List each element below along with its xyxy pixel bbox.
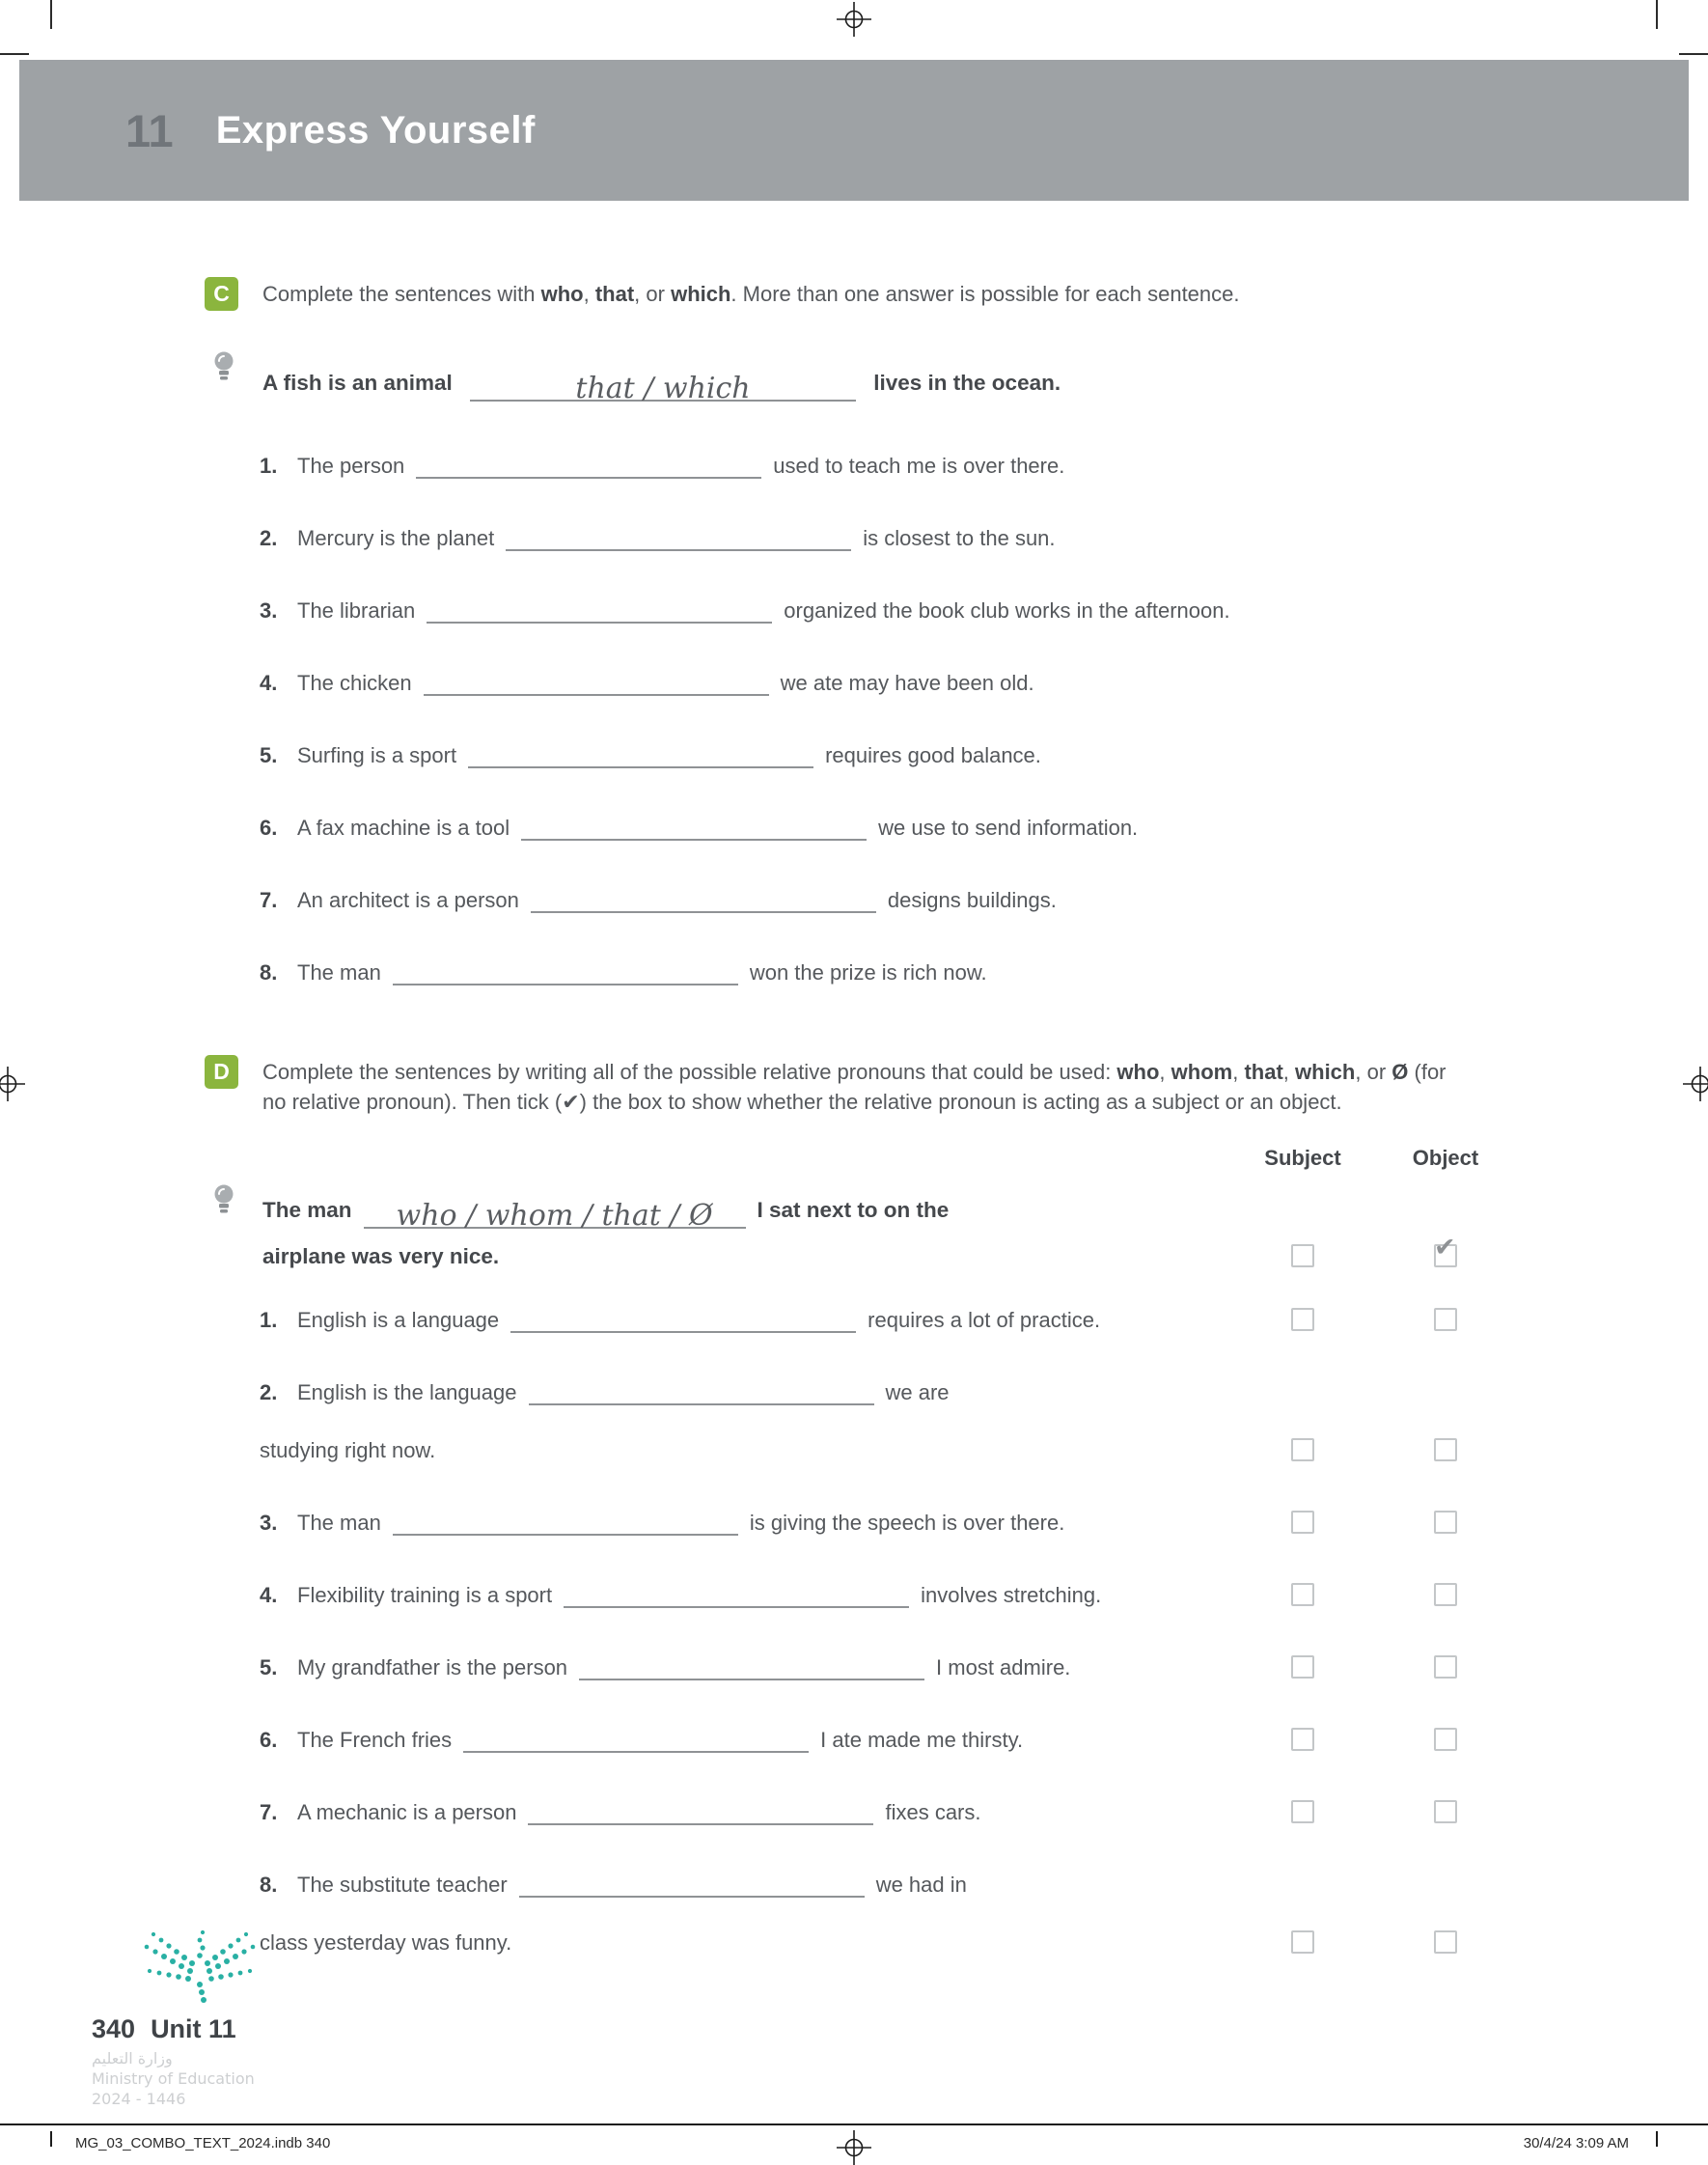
item-text-pre: English is the language (297, 1380, 517, 1404)
exercise-c-example (0, 359, 1708, 411)
item-number: 4. (260, 1583, 278, 1607)
subject-checkbox[interactable] (1291, 1511, 1314, 1534)
tick-mark: ✔ (1434, 1233, 1456, 1262)
answer-blank[interactable] (393, 955, 738, 985)
item-text-post: organized the book club works in the afternoon. (784, 598, 1230, 623)
object-checkbox[interactable] (1434, 1438, 1457, 1461)
answer-blank[interactable] (506, 520, 851, 551)
example-line1 (262, 1186, 1244, 1233)
exercise-d-items (0, 1302, 1708, 1957)
column-headers (0, 1146, 1708, 1171)
unit-number: 11 (125, 104, 174, 156)
answer-blank[interactable] (424, 665, 769, 696)
exercise-c-items (0, 448, 1708, 987)
item-number: 2. (260, 1380, 278, 1404)
exercise-d-instruction: Complete the sentences by writing all of the possible relative pronouns that could be used: who, whom, that, which, or Ø (for no relative pronoun). Then tick (✔) the box to show whether the relative pronoun is acting as a subject or an object. (262, 1060, 1446, 1114)
item-number: 6. (260, 816, 278, 840)
item-text-pre: Mercury is the planet (297, 526, 495, 550)
example-text-post: I sat next to on the (757, 1198, 950, 1222)
item-text-pre: English is a language (297, 1308, 500, 1332)
unit-header (19, 60, 1689, 201)
page-number: 340 (92, 2014, 136, 2043)
exercise-c-item (0, 810, 1708, 843)
crop-mark (0, 53, 29, 55)
answer-blank[interactable] (519, 1867, 865, 1898)
item-number: 2. (260, 526, 278, 550)
answer-blank[interactable] (364, 1186, 746, 1233)
subject-checkbox[interactable] (1291, 1728, 1314, 1751)
exercise-d-item (0, 1505, 1708, 1538)
item-text-line2: class yesterday was funny. (260, 1930, 512, 1955)
crop-mark (50, 2131, 52, 2147)
exercise-d-item (0, 1374, 1708, 1465)
unit-title: Express Yourself (215, 108, 536, 152)
print-timestamp: 30/4/24 3:09 AM (1523, 2135, 1629, 2151)
example-text-post: lives in the ocean. (873, 371, 1061, 395)
item-number: 7. (260, 888, 278, 912)
object-checkbox[interactable] (1434, 1655, 1457, 1679)
exercise-c-item (0, 955, 1708, 987)
item-text-pre: A mechanic is a person (297, 1800, 517, 1824)
item-text-line2: studying right now. (260, 1438, 436, 1462)
lightbulb-icon (213, 1182, 234, 1225)
item-text-pre: The man (297, 1511, 381, 1535)
answer-blank[interactable] (579, 1650, 924, 1680)
exercise-d-item (0, 1302, 1708, 1335)
exercise-d-item (0, 1794, 1708, 1827)
item-text-post: requires good balance. (825, 743, 1041, 767)
registration-mark-bottom (837, 2130, 871, 2165)
item-number: 8. (260, 1873, 278, 1897)
tick-glyph: ✔ (562, 1090, 580, 1114)
item-number: 5. (260, 1655, 278, 1679)
item-text-pre: The person (297, 454, 405, 478)
lightbulb-icon (213, 349, 234, 392)
print-rule (0, 2123, 1708, 2125)
item-text-post: is giving the speech is over there. (749, 1511, 1065, 1535)
subject-checkbox[interactable] (1291, 1244, 1314, 1267)
answer-blank[interactable] (393, 1505, 738, 1536)
answer-blank[interactable] (470, 359, 856, 405)
watermark-arabic: وزارة التعليم (92, 2049, 173, 2068)
item-text-pre: The man (297, 960, 381, 985)
answer-blank[interactable] (427, 593, 772, 624)
exercise-c-item (0, 520, 1708, 553)
object-checkbox[interactable] (1434, 1308, 1457, 1331)
example-text-pre: A fish is an animal (262, 371, 453, 395)
exercise-d-item (0, 1650, 1708, 1682)
exercise-d-item (0, 1722, 1708, 1755)
item-text-post: fixes cars. (885, 1800, 981, 1824)
item-number: 1. (260, 1308, 278, 1332)
item-text-pre: Surfing is a sport (297, 743, 457, 767)
exercise-d-example (0, 1186, 1708, 1271)
handwritten-answer: that / which (575, 372, 751, 405)
item-text-post: used to teach me is over there. (773, 454, 1065, 478)
example-line2: airplane was very nice. (262, 1244, 500, 1268)
subject-checkbox[interactable] (1291, 1438, 1314, 1461)
item-number: 6. (260, 1728, 278, 1752)
crop-mark (50, 0, 52, 29)
object-checkbox[interactable] (1434, 1511, 1457, 1534)
subject-checkbox[interactable] (1291, 1800, 1314, 1823)
subject-checkbox[interactable] (1291, 1655, 1314, 1679)
object-checkbox[interactable] (1434, 1233, 1457, 1267)
object-checkbox[interactable] (1434, 1930, 1457, 1954)
exercise-c (0, 277, 1708, 987)
content (0, 277, 1708, 1997)
item-text-post: is closest to the sun. (863, 526, 1056, 550)
item-number: 1. (260, 454, 278, 478)
exercise-c-instruction: Complete the sentences with who, that, or which. More than one answer is possible for each sentence. (262, 282, 1240, 306)
item-text-pre: A fax machine is a tool (297, 816, 510, 840)
print-filename: MG_03_COMBO_TEXT_2024.indb 340 (75, 2135, 331, 2151)
item-text-post: we had in (875, 1873, 967, 1897)
item-number: 5. (260, 743, 278, 767)
item-text-pre: The chicken (297, 671, 412, 695)
answer-blank[interactable] (564, 1577, 909, 1608)
exercise-d-badge: D (205, 1055, 238, 1089)
item-text-pre: The French fries (297, 1728, 453, 1752)
item-text-post: we use to send information. (878, 816, 1139, 840)
unit-label: Unit 11 (151, 2014, 236, 2043)
crop-mark (1656, 0, 1658, 29)
object-checkbox[interactable] (1434, 1728, 1457, 1751)
item-text-pre: The librarian (297, 598, 416, 623)
item-number: 3. (260, 1511, 278, 1535)
item-text-pre: An architect is a person (297, 888, 519, 912)
object-checkbox[interactable] (1434, 1800, 1457, 1823)
answer-blank[interactable] (468, 737, 813, 768)
item-number: 3. (260, 598, 278, 623)
item-text-post: involves stretching. (921, 1583, 1102, 1607)
page-footer (92, 1923, 285, 2109)
exercise-c-item (0, 882, 1708, 915)
handwritten-answer: who / whom / that / Ø (396, 1199, 713, 1233)
exercise-d-item (0, 1577, 1708, 1610)
answer-blank[interactable] (463, 1722, 809, 1753)
object-checkbox[interactable] (1434, 1583, 1457, 1606)
answer-blank[interactable] (529, 1374, 874, 1405)
crop-mark (1656, 2131, 1658, 2147)
answer-blank[interactable] (531, 882, 876, 913)
subject-checkbox[interactable] (1291, 1308, 1314, 1331)
item-text-post: we ate may have been old. (780, 671, 1034, 695)
subject-checkbox[interactable] (1291, 1930, 1314, 1954)
item-text-post: won the prize is rich now. (749, 960, 987, 985)
item-text-post: we are (885, 1380, 950, 1404)
registration-mark-top (837, 2, 871, 37)
column-header-subject: Subject (1264, 1146, 1341, 1170)
example-text-pre: The man (262, 1198, 352, 1222)
item-text-pre: Flexibility training is a sport (297, 1583, 553, 1607)
exercise-c-item (0, 448, 1708, 481)
item-text-pre: The substitute teacher (297, 1873, 508, 1897)
ministry-watermark (92, 2048, 285, 2109)
item-number: 7. (260, 1800, 278, 1824)
watermark-line1: Ministry of Education (92, 2069, 255, 2088)
answer-blank[interactable] (528, 1794, 873, 1825)
item-text-post: I ate made me thirsty. (820, 1728, 1024, 1752)
item-text-post: designs buildings. (887, 888, 1057, 912)
exercise-c-badge: C (205, 277, 238, 311)
answer-blank[interactable] (510, 1302, 856, 1333)
item-text-pre: My grandfather is the person (297, 1655, 568, 1679)
answer-blank[interactable] (416, 448, 761, 479)
item-text-post: I most admire. (936, 1655, 1071, 1679)
answer-blank[interactable] (521, 810, 867, 841)
ministry-logo (121, 1923, 285, 2012)
exercise-c-item (0, 665, 1708, 698)
item-text-post: requires a lot of practice. (868, 1308, 1101, 1332)
column-header-object: Object (1412, 1146, 1479, 1170)
subject-checkbox[interactable] (1291, 1583, 1314, 1606)
exercise-d (0, 1055, 1708, 1957)
item-number: 4. (260, 671, 278, 695)
crop-mark (1679, 53, 1708, 55)
exercise-c-item (0, 737, 1708, 770)
exercise-c-item (0, 593, 1708, 625)
watermark-line2: 2024 - 1446 (92, 2090, 186, 2108)
item-number: 8. (260, 960, 278, 985)
